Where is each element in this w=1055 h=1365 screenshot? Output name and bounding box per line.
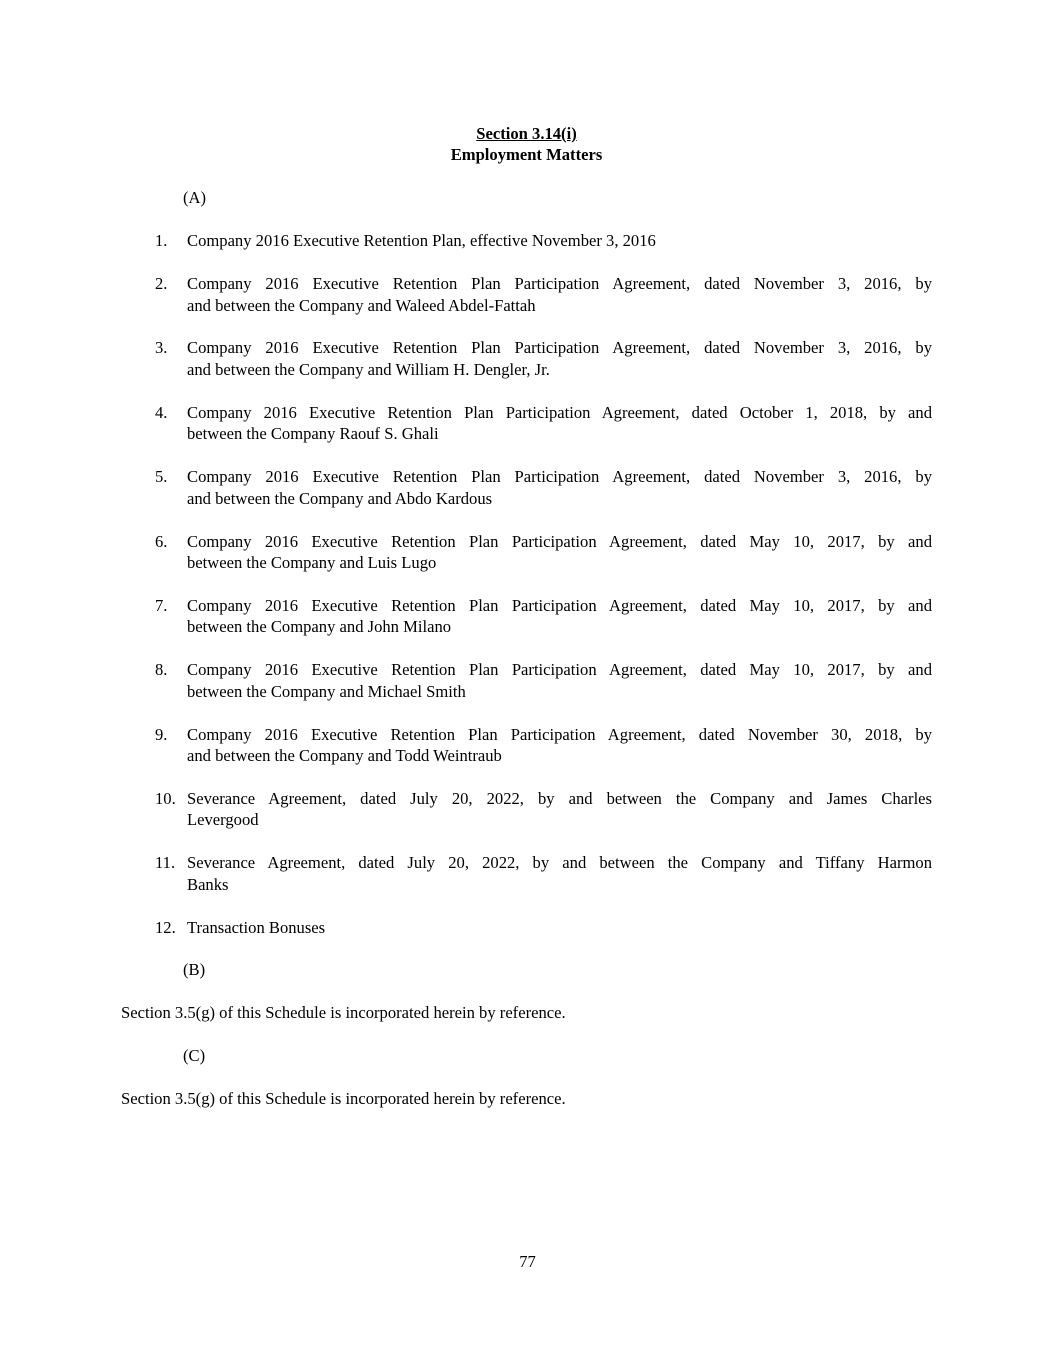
list-item-line: Transaction Bonuses (187, 917, 326, 937)
list-item-line: Severance Agreement, dated July 20, 2022, by and between the Company and James Charles (187, 788, 932, 808)
part-c-label: (C) (183, 1046, 206, 1066)
list-item-number: 9. (155, 724, 168, 744)
section-title: Employment Matters (450, 145, 603, 165)
list-item (121, 852, 932, 895)
list-item-line: and between the Company and Waleed Abdel-Fattah (187, 295, 536, 315)
list-item (121, 595, 932, 638)
list-item-line: and between the Company and William H. Dengler, Jr. (187, 359, 550, 379)
list-item-line: and between the Company and Abdo Kardous (187, 488, 493, 508)
list-item (121, 917, 932, 938)
list-item-line: Banks (187, 874, 229, 894)
list-item-line: Company 2016 Executive Retention Plan Participation Agreement, dated May 10, 2017, by and (187, 660, 932, 680)
list-item-line: and between the Company and Todd Weintraub (187, 745, 502, 765)
list-item (121, 273, 932, 316)
list-item (121, 230, 932, 251)
list-item-line: between the Company and Luis Lugo (187, 552, 437, 572)
part-b-paragraph: Section 3.5(g) of this Schedule is incorporated herein by reference. (121, 1003, 566, 1023)
list-item-line: Company 2016 Executive Retention Plan Participation Agreement, dated November 30, 2018, by (187, 724, 932, 744)
list-item-number: 5. (155, 467, 168, 487)
list-item (121, 402, 932, 445)
list-item-line: between the Company and John Milano (187, 617, 452, 637)
list-item-number: 11. (155, 853, 176, 873)
list-item-number: 4. (155, 402, 168, 422)
part-c-paragraph: Section 3.5(g) of this Schedule is incorporated herein by reference. (121, 1089, 566, 1109)
list-item-line: Company 2016 Executive Retention Plan, effective November 3, 2016 (187, 231, 656, 251)
list-item-line: Levergood (187, 810, 259, 830)
list-item (121, 337, 932, 380)
employment-matters-list (121, 230, 932, 938)
list-item-number: 3. (155, 338, 168, 358)
list-item-line: Severance Agreement, dated July 20, 2022, by and between the Company and Tiffany Harmon (187, 853, 932, 873)
list-item-number: 1. (155, 231, 168, 251)
list-item (121, 531, 932, 574)
list-item-line: Company 2016 Executive Retention Plan Participation Agreement, dated November 3, 2016, by (187, 338, 932, 358)
part-a-label: (A) (183, 188, 207, 208)
section-number: Section 3.14(i) (476, 124, 577, 143)
list-item-number: 8. (155, 660, 168, 680)
list-item-number: 7. (155, 595, 168, 615)
list-item-line: between the Company Raouf S. Ghali (187, 424, 439, 444)
list-item-line: Company 2016 Executive Retention Plan Participation Agreement, dated October 1, 2018, by and (187, 402, 932, 422)
list-item-line: Company 2016 Executive Retention Plan Participation Agreement, dated November 3, 2016, by (187, 274, 932, 294)
section-heading-line1 (121, 123, 932, 144)
list-item-number: 2. (155, 274, 168, 294)
list-item (121, 724, 932, 767)
list-item-line: Company 2016 Executive Retention Plan Participation Agreement, dated May 10, 2017, by and (187, 595, 932, 615)
list-item (121, 659, 932, 702)
part-b-label: (B) (183, 960, 206, 980)
list-item-line: Company 2016 Executive Retention Plan Participation Agreement, dated May 10, 2017, by and (187, 531, 932, 551)
list-item-number: 10. (155, 788, 176, 808)
list-item-number: 12. (155, 917, 176, 937)
page-number: 77 (519, 1252, 536, 1271)
section-heading (121, 123, 932, 166)
list-item (121, 466, 932, 509)
list-item-line: Company 2016 Executive Retention Plan Participation Agreement, dated November 3, 2016, by (187, 467, 932, 487)
list-item (121, 788, 932, 831)
list-item-number: 6. (155, 531, 168, 551)
list-item-line: between the Company and Michael Smith (187, 681, 466, 701)
